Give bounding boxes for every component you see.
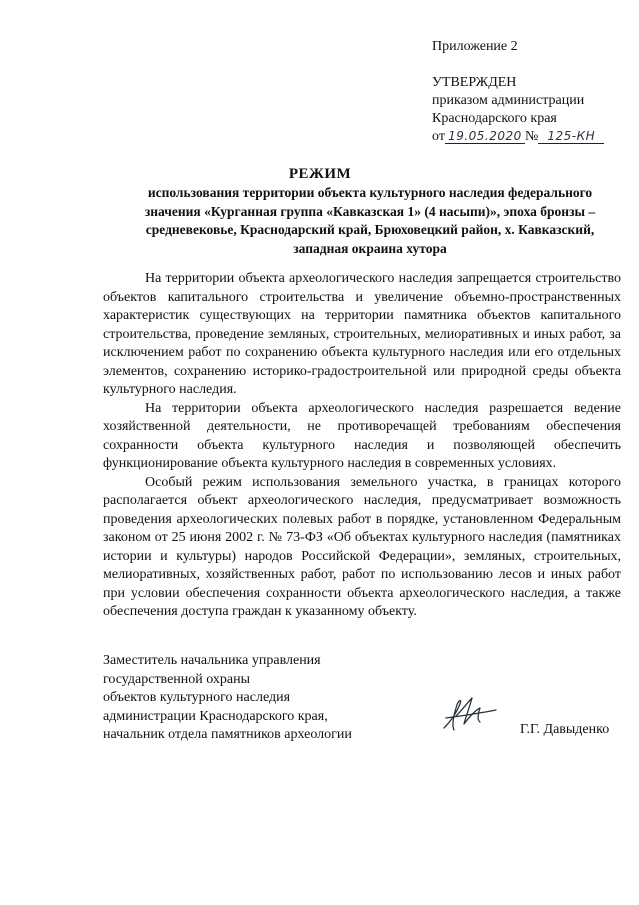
annex-label: Приложение 2 [432,39,518,54]
subtitle-line: значения «Курганная группа «Кавказская 1» (4 насыпи)», эпоха бронзы – [144,203,596,219]
signatory-line: объектов культурного наследия [103,690,291,705]
signatory-line: администрации Краснодарского края, [103,708,328,724]
number-label: № [524,129,539,144]
subtitle-line: западная окраина хутора [293,240,447,256]
body-paragraph: Особый режим использования земельного участка, в границах которого располагается объект археологического наследия, предусматривает возможность проведения археологических полевых работ в порядке, установленном Федеральным законом от 25 июня 2002 г. № 73-ФЗ «Об объектах культурного наследия (памятниках истории и культуры) народов Российской Федерации», земляных, строительных, мелиоративных, хозяйственных работ, работ по использованию лесов и иных работ при условии обеспечения сохранности объекта археологического наследия, а также обеспечения доступа граждан к указанному объекту. [103,474,621,619]
body-paragraph: На территории объекта археологического наследия разрешается ведение хозяйственной деятельности, не противоречащей требованиям обеспечения сохранности объекта культурного наследия и позволяющей обеспечить функционирование объекта культурного наследия в современных условиях. [103,400,621,471]
document-title: РЕЖИМ [288,166,352,182]
from-label: от [432,129,445,144]
handwritten-number: 125-КН [538,129,604,144]
subtitle-line: использования территории объекта культурного наследия федерального [147,185,593,200]
approval-line-1: приказом администрации [432,93,585,108]
signatory-line: Заместитель начальника управления [103,653,321,668]
signer-name: Г.Г. Давыденко [520,722,610,737]
signatory-line: государственной охраны [103,671,251,687]
body-paragraph: На территории объекта археологического наследия запрещается строительство объектов капитального строительства и увеличение объемно-пространственных характеристик существующих на территории памятника объектов капитального строительства, проведение земляных, строительных, мелиоративных и иных работ, за исключением работ по сохранению объекта культурного наследия или его отдельных элементов, сохранению историко-градостроительной или природной среды объекта культурного наследия. [103,271,621,397]
handwritten-signature [440,694,500,739]
approval-date-line [432,128,632,146]
document-body [103,270,621,622]
signatory-position [103,652,403,745]
approved-label: УТВЕРЖДЕН [432,75,517,90]
document-subtitle [100,184,639,258]
approval-block [432,38,632,146]
subtitle-line: средневековье, Краснодарский край, Брюховецкий район, х. Кавказский, [145,222,595,237]
approval-line-2: Краснодарского края [432,111,557,126]
signatory-line: начальник отдела памятников археологии [103,727,352,742]
handwritten-date: 19.05.2020 [445,129,525,144]
